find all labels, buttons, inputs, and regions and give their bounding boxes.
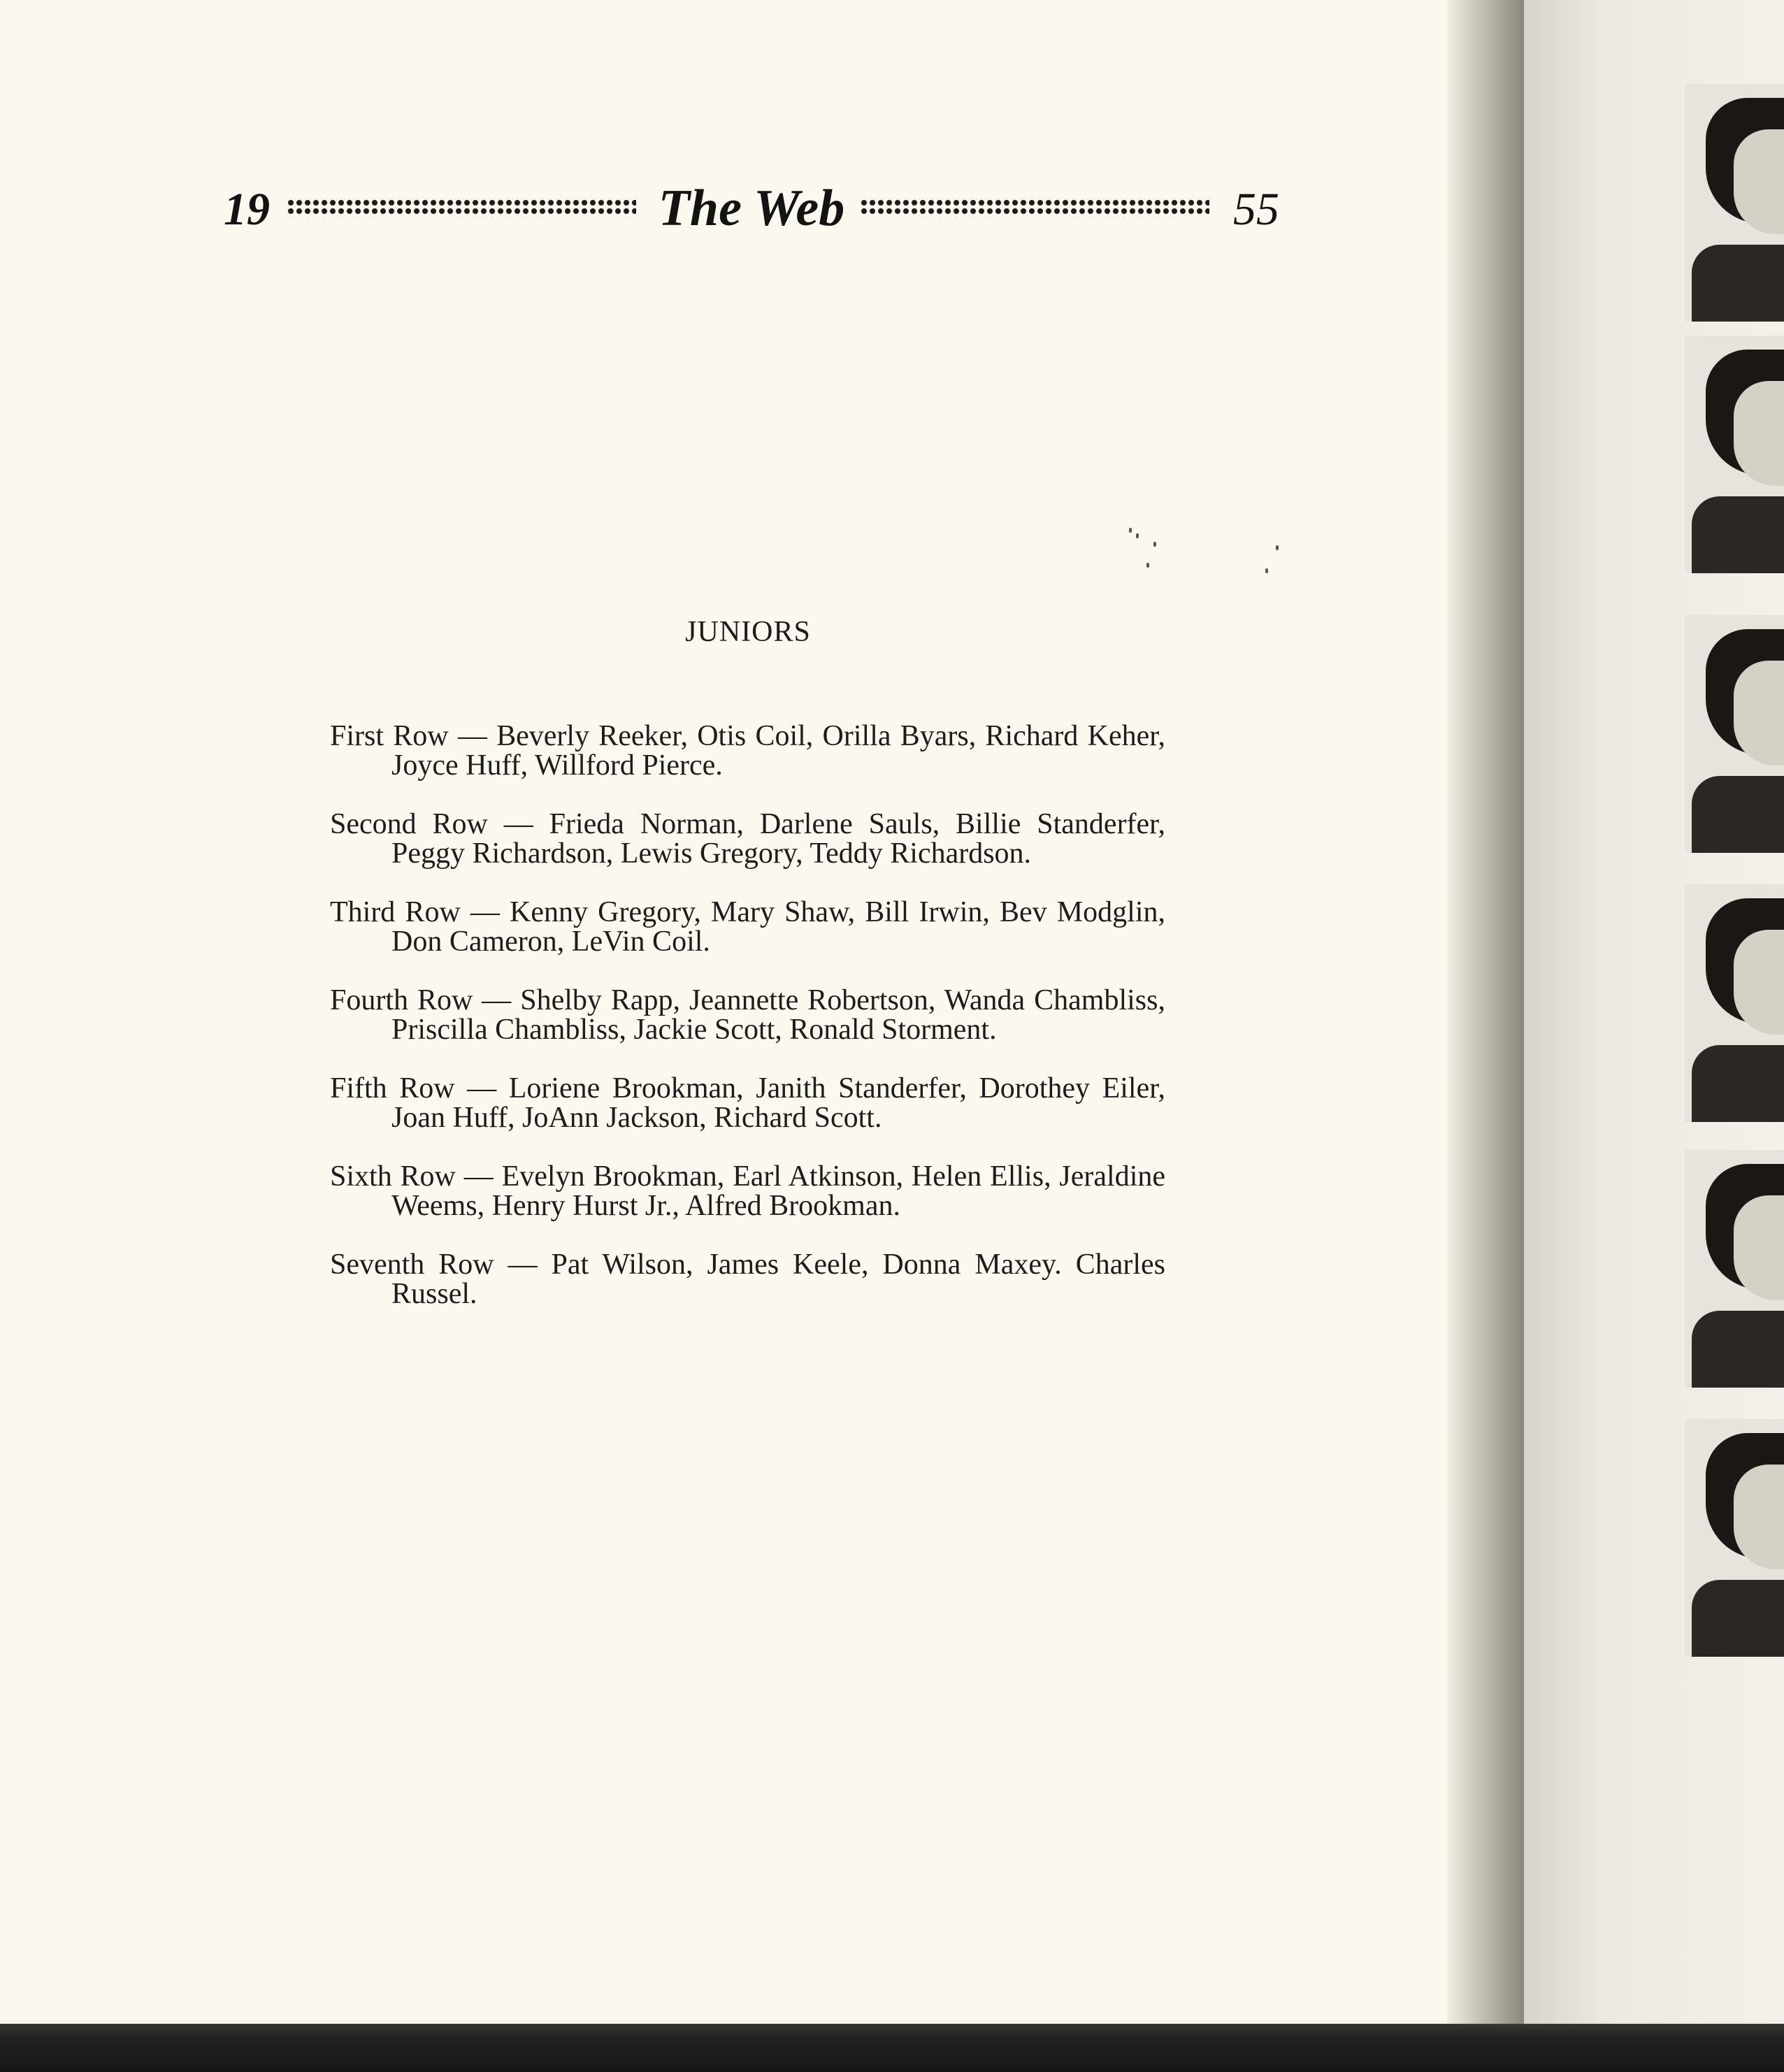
row-entry	[330, 1162, 1165, 1221]
header-ornament-right	[860, 199, 1209, 217]
row-separator: —	[508, 1249, 538, 1281]
row-entry	[330, 721, 1165, 780]
row-entry	[330, 1250, 1165, 1309]
row-label: Second Row	[330, 808, 488, 840]
header-ornament-left	[287, 199, 636, 217]
row-label: Sixth Row	[330, 1160, 456, 1193]
row-label: Seventh Row	[330, 1249, 494, 1281]
row-names: Beverly Reeker, Otis Coil, Orilla Byars, Richard Keher, Joyce Huff, Willford Pierce.	[391, 720, 1166, 782]
row-separator: —	[503, 808, 533, 840]
portrait-photo	[1685, 884, 1784, 1122]
row-entry	[330, 810, 1165, 868]
book-gutter	[1447, 0, 1524, 2027]
row-names: Frieda Norman, Darlene Sauls, Billie Standerfer, Peggy Richardson, Lewis Gregory, Teddy Richardson.	[391, 808, 1165, 870]
header-year: 19	[224, 184, 270, 235]
portrait-photo	[1685, 1150, 1784, 1388]
section-title: JUNIORS	[685, 616, 811, 648]
page-number: 55	[1233, 184, 1279, 235]
row-entry	[330, 986, 1165, 1044]
book-bottom-edge	[0, 2024, 1784, 2072]
row-label: Fifth Row	[330, 1072, 455, 1105]
row-separator: —	[457, 720, 487, 752]
row-names: Shelby Rapp, Jeannette Robertson, Wanda Chambliss, Priscilla Chambliss, Jackie Scott, Ronald Storment.	[391, 984, 1165, 1046]
row-names: Loriene Brookman, Janith Standerfer, Dorothey Eiler, Joan Huff, JoAnn Jackson, Richard Scott.	[391, 1072, 1166, 1134]
portrait-photo	[1685, 615, 1784, 853]
row-entry	[330, 1074, 1165, 1132]
row-label: Third Row	[330, 896, 461, 928]
row-entry	[330, 898, 1165, 956]
row-separator: —	[467, 1072, 497, 1105]
running-header	[224, 180, 1279, 239]
row-label: Fourth Row	[330, 984, 473, 1016]
caption-rows	[330, 692, 1165, 1338]
row-names: Pat Wilson, James Keele, Donna Maxey. Charles Russel.	[391, 1249, 1166, 1310]
row-separator: —	[470, 896, 500, 928]
row-separator: —	[463, 1160, 494, 1193]
row-names: Kenny Gregory, Mary Shaw, Bill Irwin, Bev Modglin, Don Cameron, LeVin Coil.	[391, 896, 1165, 958]
header-title: The Web	[658, 180, 845, 237]
row-separator: —	[482, 984, 512, 1016]
row-label: First Row	[330, 720, 449, 752]
portrait-photo	[1685, 336, 1784, 573]
portrait-photo	[1685, 84, 1784, 322]
portrait-photo	[1685, 1419, 1784, 1657]
paper-specks	[1118, 521, 1286, 577]
row-names: Evelyn Brookman, Earl Atkinson, Helen Ellis, Jeraldine Weems, Henry Hurst Jr., Alfred Brookman.	[391, 1160, 1166, 1222]
